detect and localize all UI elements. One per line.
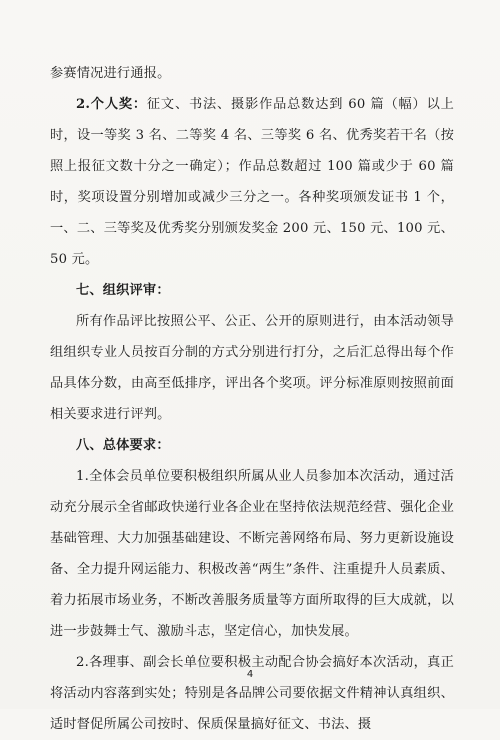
paragraph-continuation: 参赛情况进行通报。 [50, 66, 171, 81]
paragraph-requirement-2: 2.各理事、副会长单位要积极主动配合协会搞好本次活动，真正将活动内容落到实处；特别是各品牌公司要依据文件精神认真组织、适时督促所属公司按时、保质保量搞好征文、书法、摄 [50, 655, 454, 732]
section-heading-requirements: 八、总体要求： [76, 438, 170, 453]
individual-award-label: 2.个人奖： [76, 97, 147, 112]
paragraph-requirement-1: 1.全体会员单位要积极组织所属从业人员参加本次活动，通过活动充分展示全省邮政快递行业各企业在坚持依法规范经营、强化企业基础管理、大力加强基础建设、不断完善网络布局、努力更新设施设备、全力提升网运能力、积极改善“两生”条件、注重提升人员素质、着力拓展市场业务，不断改善服务质量等方面所取得的巨大成就，以进一步鼓舞士气、激励斗志，坚定信心，加快发展。 [50, 469, 454, 639]
section-heading-review: 七、组织评审： [76, 283, 170, 298]
page-number: 4 [246, 669, 254, 680]
paragraph-review: 所有作品评比按照公平、公正、公开的原则进行，由本活动领导组组织专业人员按百分制的方式分别进行打分，之后汇总得出每个作品具体分数，由高至低排序，评出各个奖项。评分标准原则按照前面相关要求进行评判。 [50, 314, 454, 422]
individual-award-text: 征文、书法、摄影作品总数达到 60 篇（幅）以上时，设一等奖 3 名、二等奖 4 名、三等奖 6 名、优秀奖若干名（按照上报征文数十分之一确定）；作品总数超过 100 篇或少于 60 篇时，奖项设置分别增加或减少三分之一。各种奖项颁发证书 1 个，一、二、三等奖及优秀奖分别颁发奖金 200 元、150 元、100 元、50 元。 [50, 97, 454, 267]
document-body [50, 58, 454, 740]
paragraph-individual-award [50, 89, 454, 275]
